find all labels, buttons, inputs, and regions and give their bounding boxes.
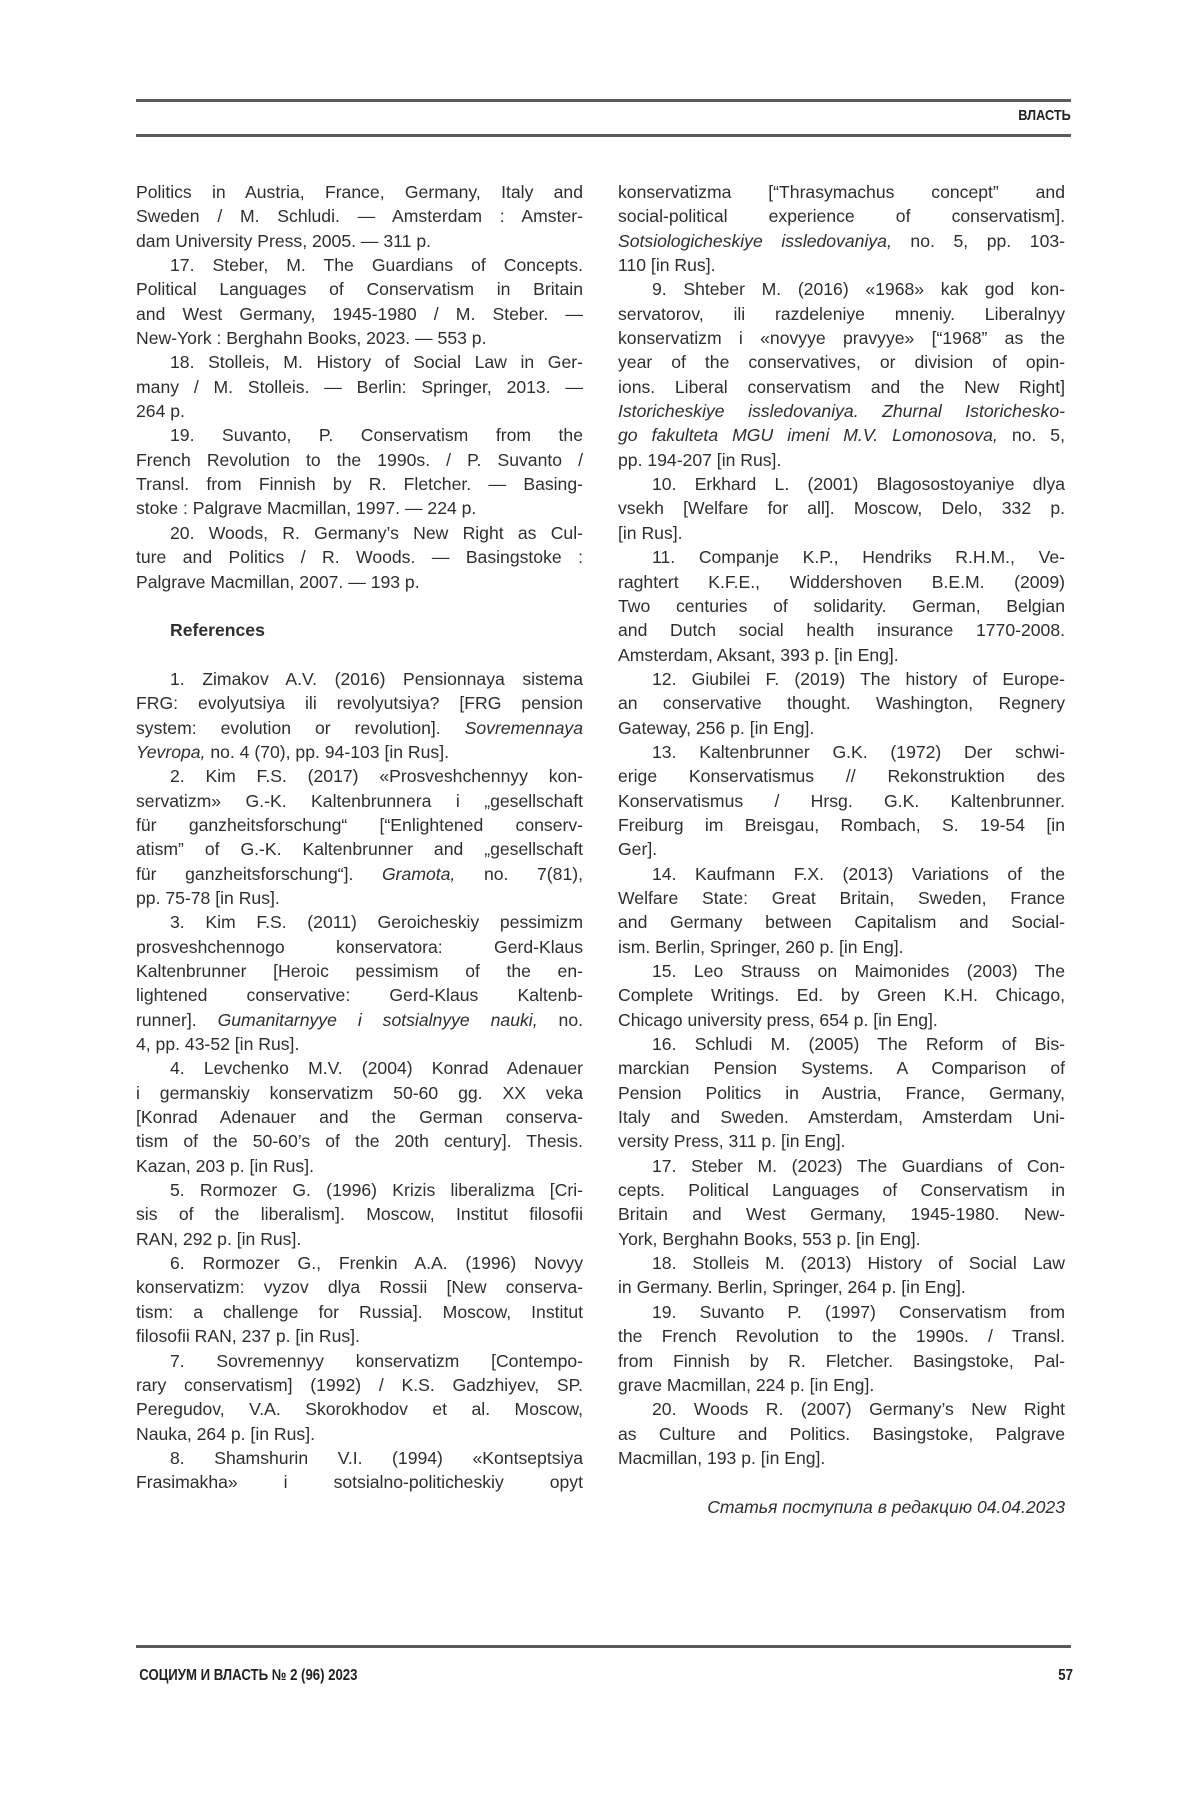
text-line: pp. 75-78 [in Rus]. — [136, 886, 583, 910]
reference-item — [618, 667, 1065, 740]
text-line: 18. Stolleis M. (2013) History of Social Law — [618, 1251, 1065, 1275]
text-line: [in Rus]. — [618, 521, 1065, 545]
text-line: prosveshchennogo konservatora: Gerd-Klaus — [136, 935, 583, 959]
reference-item — [618, 1032, 1065, 1154]
text-line: 3. Kim F.S. (2011) Geroicheskiy pessimizm — [136, 910, 583, 934]
text-line: the French Revolution to the 1990s. / Transl. — [618, 1324, 1065, 1348]
text-line: tism of the 50-60’s of the 20th century]. Thesis. — [136, 1129, 583, 1153]
text-line: Britain and West Germany, 1945-1980. New- — [618, 1202, 1065, 1226]
text-line: as Culture and Politics. Basingstoke, Palgrave — [618, 1422, 1065, 1446]
reference-item — [618, 1154, 1065, 1251]
text-line: ture and Politics / R. Woods. — Basingstoke : — [136, 545, 583, 569]
text-line: konservatizm i «novyye pravyye» [“1968” as the — [618, 326, 1065, 350]
text-line: servatorov, ili razdeleniye mneniy. Liberalnyy — [618, 302, 1065, 326]
reference-item — [618, 1397, 1065, 1470]
submission-note: Статья поступила в редакцию 04.04.2023 — [618, 1495, 1065, 1519]
header-rule-top — [136, 99, 1071, 102]
text-line: Two centuries of solidarity. German, Belgian — [618, 594, 1065, 618]
text-line: Political Languages of Conservatism in Britain — [136, 277, 583, 301]
text-line: an conservative thought. Washington, Regnery — [618, 691, 1065, 715]
text-line: Freiburg im Breisgau, Rombach, S. 19-54 [in — [618, 813, 1065, 837]
text-line: year of the conservatives, or division of opin- — [618, 350, 1065, 374]
text-line: 7. Sovremennyy konservatizm [Contempo- — [136, 1349, 583, 1373]
text-line: erige Konservatismus // Rekonstruktion des — [618, 764, 1065, 788]
text-line: Italy and Sweden. Amsterdam, Amsterdam Uni- — [618, 1105, 1065, 1129]
references-heading: References — [136, 618, 583, 642]
blank-line — [136, 643, 583, 667]
text-line: raghtert K.F.E., Widdershoven B.E.M. (2009) — [618, 570, 1065, 594]
text-line: Kaltenbrunner [Heroic pessimism of the en- — [136, 959, 583, 983]
reference-item — [136, 350, 583, 423]
reference-item — [618, 1251, 1065, 1300]
text-line: Yevropa, no. 4 (70), pp. 94-103 [in Rus]. — [136, 740, 583, 764]
text-line: konservatizm: vyzov dlya Rossii [New conserva- — [136, 1275, 583, 1299]
text-line: Nauka, 264 p. [in Rus]. — [136, 1422, 583, 1446]
text-line: Peregudov, V.A. Skorokhodov et al. Moscow, — [136, 1397, 583, 1421]
reference-item — [618, 862, 1065, 959]
page-number: 57 — [1058, 1667, 1073, 1685]
left-column — [136, 180, 583, 1495]
text-line: ions. Liberal conservatism and the New Right] — [618, 375, 1065, 399]
text-line: social-political experience of conservatism]. — [618, 204, 1065, 228]
reference-item — [136, 180, 583, 253]
text-line: 6. Rormozer G., Frenkin A.A. (1996) Novyy — [136, 1251, 583, 1275]
text-line: Pension Politics in Austria, France, Germany, — [618, 1081, 1065, 1105]
text-line: Ger]. — [618, 837, 1065, 861]
blank-line — [136, 594, 583, 618]
text-line: 20. Woods, R. Germany’s New Right as Cul- — [136, 521, 583, 545]
footer-rule — [136, 1645, 1071, 1648]
reference-item — [136, 1446, 583, 1495]
italic-title: Sovremennaya — [465, 718, 583, 738]
text-line: 19. Suvanto P. (1997) Conservatism from — [618, 1300, 1065, 1324]
text-line: York, Berghahn Books, 553 p. [in Eng]. — [618, 1227, 1065, 1251]
text-line: dam University Press, 2005. — 311 p. — [136, 229, 583, 253]
text-line: 19. Suvanto, P. Conservatism from the — [136, 423, 583, 447]
text-line: 4. Levchenko M.V. (2004) Konrad Adenauer — [136, 1056, 583, 1080]
text-line: Palgrave Macmillan, 2007. — 193 p. — [136, 570, 583, 594]
text-line: FRG: evolyutsiya ili revolyutsiya? [FRG pension — [136, 691, 583, 715]
text-line: servatizm» G.-K. Kaltenbrunnera i „gesellschaft — [136, 789, 583, 813]
text-line: Konservatismus / Hrsg. G.K. Kaltenbrunner. — [618, 789, 1065, 813]
text-line: cepts. Political Languages of Conservatism in — [618, 1178, 1065, 1202]
text-line: für ganzheitsforschung“ [“Enlightened conserv- — [136, 813, 583, 837]
reference-item — [136, 521, 583, 594]
text-line: rary conservatism] (1992) / K.S. Gadzhiyev, SP. — [136, 1373, 583, 1397]
text-line: Complete Writings. Ed. by Green K.H. Chicago, — [618, 983, 1065, 1007]
right-column — [618, 180, 1065, 1519]
text-line: 12. Giubilei F. (2019) The history of Europe- — [618, 667, 1065, 691]
text-line: go fakulteta MGU imeni M.V. Lomonosova, no. 5, — [618, 423, 1065, 447]
italic-title: Sotsiologicheskiye issledovaniya, — [618, 231, 892, 251]
text-line: 5. Rormozer G. (1996) Krizis liberalizma [Cri- — [136, 1178, 583, 1202]
italic-title: go fakulteta MGU imeni M.V. Lomonosova, — [618, 425, 998, 445]
text-line: Amsterdam, Aksant, 393 p. [in Eng]. — [618, 643, 1065, 667]
italic-title: Gumanitarnyye i sotsialnyye nauki, — [218, 1010, 538, 1030]
reference-item — [618, 740, 1065, 862]
reference-item — [136, 1251, 583, 1348]
text-line: versity Press, 311 p. [in Eng]. — [618, 1129, 1065, 1153]
text-line: 15. Leo Strauss on Maimonides (2003) The — [618, 959, 1065, 983]
reference-item — [136, 667, 583, 764]
text-line: 4, pp. 43-52 [in Rus]. — [136, 1032, 583, 1056]
text-line: tism: a challenge for Russia]. Moscow, Institut — [136, 1300, 583, 1324]
text-line: system: evolution or revolution]. Sovremennaya — [136, 716, 583, 740]
text-line: Chicago university press, 654 p. [in Eng]. — [618, 1008, 1065, 1032]
italic-title: Yevropa, — [136, 742, 205, 762]
reference-item — [136, 1178, 583, 1251]
text-line: ism. Berlin, Springer, 260 p. [in Eng]. — [618, 935, 1065, 959]
text-line: sis of the liberalism]. Moscow, Institut filosofii — [136, 1202, 583, 1226]
text-line: für ganzheitsforschung“]. Gramota, no. 7(81), — [136, 862, 583, 886]
text-line: and West Germany, 1945-1980 / M. Steber. — — [136, 302, 583, 326]
text-line: konservatizma [“Thrasymachus concept” and — [618, 180, 1065, 204]
blank-line — [618, 1470, 1065, 1494]
text-line: 17. Steber M. (2023) The Guardians of Con- — [618, 1154, 1065, 1178]
text-line: many / M. Stolleis. — Berlin: Springer, 2013. — — [136, 375, 583, 399]
journal-issue: СОЦИУМ И ВЛАСТЬ № 2 (96) 2023 — [139, 1667, 357, 1685]
text-line: 20. Woods R. (2007) Germany’s New Right — [618, 1397, 1065, 1421]
text-line: from Finnish by R. Fletcher. Basingstoke, Pal- — [618, 1349, 1065, 1373]
text-line: i germanskiy konservatizm 50-60 gg. XX veka — [136, 1081, 583, 1105]
text-line: Sweden / M. Schludi. — Amsterdam : Amster- — [136, 204, 583, 228]
reference-item — [618, 959, 1065, 1032]
text-line: 9. Shteber M. (2016) «1968» kak god kon- — [618, 277, 1065, 301]
text-line: Macmillan, 193 p. [in Eng]. — [618, 1446, 1065, 1470]
text-line: 14. Kaufmann F.X. (2013) Variations of the — [618, 862, 1065, 886]
text-line: 17. Steber, M. The Guardians of Concepts. — [136, 253, 583, 277]
text-line: 110 [in Rus]. — [618, 253, 1065, 277]
text-line: 18. Stolleis, M. History of Social Law in Ger- — [136, 350, 583, 374]
text-line: [Konrad Adenauer and the German conserva- — [136, 1105, 583, 1129]
reference-item — [136, 1056, 583, 1178]
text-line: marckian Pension Systems. A Comparison of — [618, 1056, 1065, 1080]
reference-item — [618, 1300, 1065, 1397]
text-line: 13. Kaltenbrunner G.K. (1972) Der schwi- — [618, 740, 1065, 764]
text-line: Transl. from Finnish by R. Fletcher. — Basing- — [136, 472, 583, 496]
text-line: pp. 194-207 [in Rus]. — [618, 448, 1065, 472]
text-line: atism” of G.-K. Kaltenbrunner and „gesellschaft — [136, 837, 583, 861]
text-line: lightened conservative: Gerd-Klaus Kaltenb- — [136, 983, 583, 1007]
reference-item — [618, 277, 1065, 472]
reference-item — [136, 253, 583, 350]
text-line: grave Macmillan, 224 p. [in Eng]. — [618, 1373, 1065, 1397]
reference-item — [136, 764, 583, 910]
text-line: Kazan, 203 p. [in Rus]. — [136, 1154, 583, 1178]
reference-item — [136, 1349, 583, 1446]
text-line: vsekh [Welfare for all]. Moscow, Delo, 332 p. — [618, 496, 1065, 520]
text-line: Gateway, 256 p. [in Eng]. — [618, 716, 1065, 740]
text-line: 264 p. — [136, 399, 583, 423]
text-line — [618, 399, 1065, 423]
text-line: French Revolution to the 1990s. / P. Suvanto / — [136, 448, 583, 472]
text-line: 11. Companje K.P., Hendriks R.H.M., Ve- — [618, 545, 1065, 569]
reference-item — [136, 910, 583, 1056]
reference-item — [618, 180, 1065, 277]
text-line: 16. Schludi M. (2005) The Reform of Bis- — [618, 1032, 1065, 1056]
reference-item — [136, 423, 583, 520]
text-line: filosofii RAN, 237 p. [in Rus]. — [136, 1324, 583, 1348]
text-line: runner]. Gumanitarnyye i sotsialnyye nauki, no. — [136, 1008, 583, 1032]
text-line: in Germany. Berlin, Springer, 264 p. [in Eng]. — [618, 1275, 1065, 1299]
text-line: stoke : Palgrave Macmillan, 1997. — 224 p. — [136, 496, 583, 520]
text-line: Sotsiologicheskiye issledovaniya, no. 5, pp. 103- — [618, 229, 1065, 253]
text-line: Welfare State: Great Britain, Sweden, France — [618, 886, 1065, 910]
text-line: and Germany between Capitalism and Social- — [618, 910, 1065, 934]
text-line: 8. Shamshurin V.I. (1994) «Kontseptsiya — [136, 1446, 583, 1470]
text-line: New-York : Berghahn Books, 2023. — 553 p. — [136, 326, 583, 350]
reference-item — [618, 545, 1065, 667]
reference-item — [618, 472, 1065, 545]
text-line: RAN, 292 p. [in Rus]. — [136, 1227, 583, 1251]
text-line: 1. Zimakov A.V. (2016) Pensionnaya sistema — [136, 667, 583, 691]
italic-title: Istoricheskiye issledovaniya. Zhurnal Istorichesko- — [618, 401, 1065, 421]
text-line: Frasimakha» i sotsialno-politicheskiy opyt — [136, 1470, 583, 1494]
text-line: Politics in Austria, France, Germany, Italy and — [136, 180, 583, 204]
text-line: 2. Kim F.S. (2017) «Prosveshchennyy kon- — [136, 764, 583, 788]
section-title: ВЛАСТЬ — [1018, 107, 1071, 124]
text-line: and Dutch social health insurance 1770-2008. — [618, 618, 1065, 642]
italic-title: Gramota, — [382, 864, 455, 884]
text-line: 10. Erkhard L. (2001) Blagosostoyaniye dlya — [618, 472, 1065, 496]
header-rule-bottom — [136, 134, 1071, 137]
